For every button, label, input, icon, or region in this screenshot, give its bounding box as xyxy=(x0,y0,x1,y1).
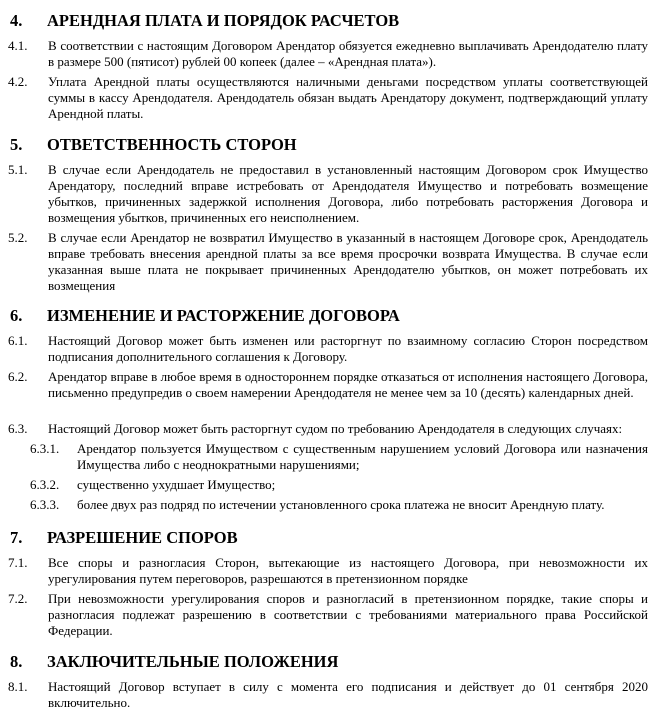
section-number: 8. xyxy=(10,652,23,671)
clause-text: Настоящий Договор может быть изменен или расторгнут по взаимному согласию Сторон посредством подписания дополнительного соглашения к Договору. xyxy=(48,333,648,364)
section-title: ИЗМЕНЕНИЕ И РАСТОРЖЕНИЕ ДОГОВОРА xyxy=(47,306,400,325)
clause-text: При невозможности урегулирования споров и разногласий в претензионном порядке, такие споры и разногласия подлежат разрешению в соответствии с требованиями материального права Российской Федерации. xyxy=(48,591,648,638)
section-number: 7. xyxy=(10,528,23,547)
section-heading-8 xyxy=(10,652,338,672)
clause-number: 6.3.2. xyxy=(30,477,60,492)
clause-text: Уплата Арендной платы осуществляются наличными деньгами посредством уплаты соответствующей суммы в кассу Арендодателя. Арендодатель обязан выдать Арендатору документ, подтверждающий уплату Арендной платы. xyxy=(48,74,648,121)
clause-text: Арендатор пользуется Имуществом с существенным нарушением условий Договора или назначения Имущества либо с неоднократными нарушениями; xyxy=(77,441,648,472)
clause-number: 6.3.3. xyxy=(30,497,60,512)
section-number: 6. xyxy=(10,306,23,325)
clause-number: 8.1. xyxy=(8,679,28,694)
section-title: ОТВЕТСТВЕННОСТЬ СТОРОН xyxy=(47,135,297,154)
clause-text: Настоящий Договор вступает в силу с момента его подписания и действует до 01 сентября 2020 включительно. xyxy=(48,679,648,710)
clause-text: В случае если Арендодатель не предоставил в установленный настоящим Договором срок Имущество Арендатору, последний вправе истребовать от Арендодателя Имущество и потребовать возмещение убытков, причиненных задержкой исполнения Договора, либо потребовать расторжения Договора и возмещения убытков, причиненных его неисполнением. xyxy=(48,162,648,225)
clause-text: более двух раз подряд по истечении установленного срока платежа не вносит Арендную плату. xyxy=(77,497,605,512)
clause-text: В случае если Арендатор не возвратил Имущество в указанный в настоящем Договоре срок, Арендодатель вправе требовать внесения арендной платы за все время просрочки возврата Имущества. В случае если указанная выше плата не покрывает причиненных Арендодателю убытков, он может потребовать их возмещения xyxy=(48,230,648,293)
clause-number: 5.2. xyxy=(8,230,28,245)
section-title: АРЕНДНАЯ ПЛАТА И ПОРЯДОК РАСЧЕТОВ xyxy=(47,11,400,30)
clause-number: 4.1. xyxy=(8,38,28,53)
section-title: РАЗРЕШЕНИЕ СПОРОВ xyxy=(47,528,238,547)
clause-text: Все споры и разногласия Сторон, вытекающие из настоящего Договора, при невозможности их урегулирования путем переговоров, разрешаются в претензионном порядке xyxy=(48,555,648,586)
section-heading-6 xyxy=(10,306,400,326)
section-title: ЗАКЛЮЧИТЕЛЬНЫЕ ПОЛОЖЕНИЯ xyxy=(47,652,339,671)
section-heading-4 xyxy=(10,11,399,31)
clause-number: 5.1. xyxy=(8,162,28,177)
clause-text: Настоящий Договор может быть расторгнут судом по требованию Арендодателя в следующих случаях: xyxy=(48,421,623,436)
section-number: 4. xyxy=(10,11,23,30)
clause-text: Арендатор вправе в любое время в одностороннем порядке отказаться от исполнения настоящего Договора, письменно предупредив о своем намерении Арендодателя не менее чем за 10 (десять) календарных дней. xyxy=(48,369,648,400)
section-heading-5 xyxy=(10,135,297,155)
clause-text: В соответствии с настоящим Договором Арендатор обязуется ежедневно выплачивать Арендодателю плату в размере 500 (пятисот) рублей 00 копеек (далее – «Арендная плата»). xyxy=(48,38,648,69)
clause-number: 4.2. xyxy=(8,74,28,89)
clause-text: существенно ухудшает Имущество; xyxy=(77,477,276,492)
clause-number: 7.1. xyxy=(8,555,28,570)
section-number: 5. xyxy=(10,135,23,154)
clause-number: 7.2. xyxy=(8,591,28,606)
clause-number: 6.2. xyxy=(8,369,28,384)
clause-number: 6.1. xyxy=(8,333,28,348)
clause-number: 6.3. xyxy=(8,421,28,436)
section-heading-7 xyxy=(10,528,238,548)
clause-number: 6.3.1. xyxy=(30,441,60,456)
